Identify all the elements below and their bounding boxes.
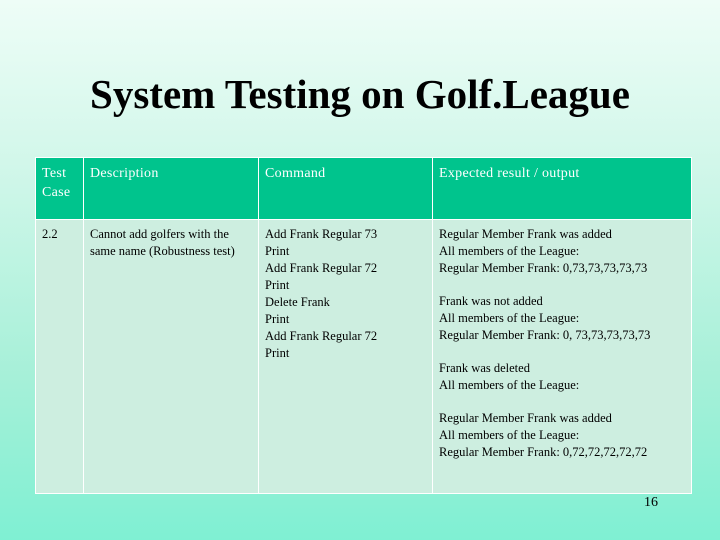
cell-test-case: 2.2 (36, 220, 84, 494)
output-line: Regular Member Frank: 0,73,73,73,73,73 (439, 261, 648, 275)
expected-group-4 (439, 410, 685, 461)
command-line: Print (265, 244, 290, 258)
header-expected-output: Expected result / output (433, 158, 692, 220)
test-case-table (35, 157, 692, 494)
output-line: All members of the League: (439, 244, 580, 258)
output-line: Regular Member Frank: 0, 73,73,73,73,73 (439, 328, 651, 342)
output-line: All members of the League: (439, 311, 580, 325)
command-line: Add Frank Regular 73 (265, 227, 378, 241)
command-line: Delete Frank (265, 295, 330, 309)
page-number: 16 (644, 495, 658, 510)
cell-description: Cannot add golfers with the same name (Robustness test) (84, 220, 259, 494)
command-line: Print (265, 278, 290, 292)
expected-group-2 (439, 293, 685, 344)
output-line: All members of the League: (439, 428, 580, 442)
output-line: Frank was not added (439, 294, 543, 308)
command-line: Add Frank Regular 72 (265, 329, 378, 343)
slide-title: System Testing on Golf.League (90, 71, 630, 117)
header-description: Description (84, 158, 259, 220)
command-line: Print (265, 346, 290, 360)
output-line: Frank was deleted (439, 361, 530, 375)
table-header-row (36, 158, 692, 220)
expected-group-3 (439, 360, 685, 394)
command-line: Add Frank Regular 72 (265, 261, 378, 275)
output-line: Regular Member Frank: 0,72,72,72,72,72 (439, 445, 648, 459)
header-command: Command (259, 158, 433, 220)
table-row (36, 220, 692, 494)
output-line: Regular Member Frank was added (439, 411, 612, 425)
command-line: Print (265, 312, 290, 326)
expected-group-1 (439, 226, 685, 277)
header-test-case: Test Case (36, 158, 84, 220)
output-line: All members of the League: (439, 378, 580, 392)
cell-expected-output (433, 220, 692, 494)
cell-commands (259, 220, 433, 494)
output-line: Regular Member Frank was added (439, 227, 612, 241)
